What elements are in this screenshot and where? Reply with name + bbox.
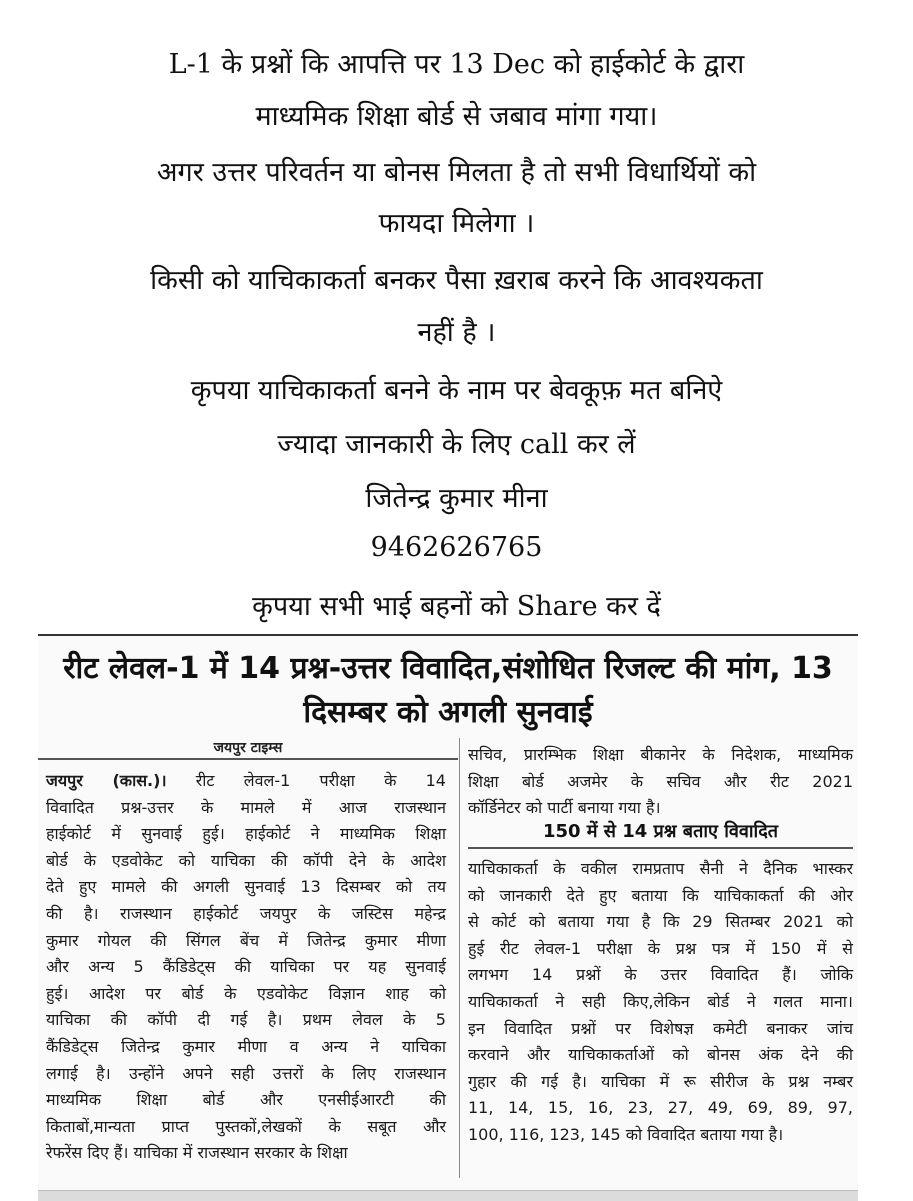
notice-phone-number: 9462626765 — [370, 532, 543, 563]
article-line: विवादित प्रश्न-उत्तर के मामले में आज राजस्थान — [46, 797, 446, 817]
notice-author-name: जितेन्द्र कुमार मीना — [365, 483, 548, 514]
article-line: बोर्ड के एडवोकेट को याचिका की कॉपी देने के आदेश — [46, 850, 446, 870]
article-line: शिक्षा बोर्ड अजमेर के सचिव और रीट 2021 — [468, 771, 853, 791]
notice-line-6: नहीं है । — [417, 317, 496, 348]
article-line: कैंडिडेट्स जितेन्द्र कुमार मीणा व अन्य ने याचिका — [46, 1036, 446, 1056]
article-right-column — [468, 856, 853, 1149]
article-line: किताबों,मान्यता प्राप्त पुस्तकों,लेखकों के सबूत और — [46, 1116, 446, 1136]
clipping-headline-line-2: दिसम्बर को अगली सुनवाई — [303, 695, 593, 730]
article-line: देते हुए मामले की अगली सुनवाई 13 दिसम्बर को तय — [46, 877, 446, 897]
article-line: याचिकाकर्ता के वकील रामप्रताप सैनी ने दैनिक भास्कर — [468, 859, 853, 878]
article-line: माध्यमिक शिक्षा बोर्ड और एनसीईआरटी की — [46, 1090, 446, 1110]
article-right-column-top — [468, 742, 853, 822]
article-line: कुमार गोयल की सिंगल बेंच में जितेन्द्र कुमार मीणा — [46, 930, 446, 950]
article-line: जयपुर (कास.)। रीट लेवल-1 परीक्षा के 14 — [46, 771, 446, 790]
notice-line-1: L-1 के प्रश्नों कि आपत्ति पर 13 Dec को हाईकोर्ट के द्वारा — [168, 49, 745, 80]
article-line: याचिकाकर्ता ने सही किए,लेकिन बोर्ड ने गलत माना। — [468, 991, 853, 1011]
notice-line-3: अगर उत्तर परिवर्तन या बोनस मिलता है तो सभी विधार्थियों को — [156, 157, 757, 188]
article-line: और अन्य 5 कैंडिडेट्स की याचिका पर यह सुनवाई — [46, 957, 446, 977]
article-line: इन विवादित प्रश्नों पर विशेषज्ञ कमेटी बनाकर जांच — [468, 1018, 853, 1038]
article-line: करवाने और याचिकाकर्ताओं को बोनस अंक देने की — [468, 1045, 853, 1065]
article-line: गुहार की गई है। याचिका में रू सीरीज के प्रश्न नम्बर — [468, 1071, 853, 1091]
article-left-column — [46, 768, 446, 1167]
article-line: हुई। आदेश पर बोर्ड के एडवोकेट विज्ञान शाह को — [46, 983, 446, 1003]
article-subheading: 150 में से 14 प्रश्न बताए विवादित — [468, 819, 853, 849]
notice-line-7: कृपया याचिकाकर्ता बनने के नाम पर बेवकूफ़ मत बनिऐ — [190, 375, 723, 406]
article-line: याचिका की कॉपी दी गई है। प्रथम लेवल के 5 — [46, 1010, 446, 1030]
clipping-headline-line-1: रीट लेवल-1 में 14 प्रश्न-उत्तर विवादित,संशोधित रिजल्ट की मांग, 13 — [63, 651, 833, 686]
notice-line-8: ज्यादा जानकारी के लिए call कर लें — [277, 429, 636, 460]
article-dateline: जयपुर (कास.)। — [46, 771, 167, 790]
notice-share-request: कृपया सभी भाई बहनों को Share कर दें — [252, 591, 661, 622]
notice-line-2: माध्यमिक शिक्षा बोर्ड से जबाव मांगा गया। — [255, 101, 658, 132]
newspaper-clipping — [38, 634, 858, 1200]
clipping-top-rule — [38, 634, 858, 636]
byline: जयपुर टाइम्स — [213, 740, 283, 756]
column-divider — [459, 738, 460, 1178]
notice-line-5: किसी को याचिकाकर्ता बनकर पैसा ख़राब करने कि आवश्यकता — [150, 265, 763, 296]
article-line: 11, 14, 15, 16, 23, 27, 49, 69, 89, 97, — [468, 1098, 853, 1118]
article-line: से कोर्ट को बताया गया है कि 29 सितम्बर 2021 को — [468, 912, 853, 932]
article-line: हाईकोर्ट में सुनवाई हुई। हाईकोर्ट ने माध्यमिक शिक्षा — [46, 824, 446, 844]
article-line: हुई रीट लेवल-1 परीक्षा के प्रश्न पत्र में 150 में से — [468, 938, 853, 958]
byline-bar — [38, 738, 458, 760]
article-line: सचिव, प्रारम्भिक शिक्षा बीकानेर के निदेशक, माध्यमिक — [468, 745, 853, 764]
article-line: लगभग 14 प्रश्नों के उत्तर विवादित हैं। जोकि — [468, 965, 853, 985]
notice-line-4: फायदा मिलेगा । — [378, 208, 535, 239]
article-line: लगाई है। उन्होंने अपने सही उत्तरों के लिए राजस्थान — [46, 1063, 446, 1083]
article-line: कॉर्डिनेटर को पार्टी बनाया गया है। — [468, 798, 661, 818]
article-line: 100, 116, 123, 145 को विवादित बताया गया है। — [468, 1124, 784, 1144]
clipping-bottom-cutoff — [38, 1190, 858, 1201]
article-line: रेफरेंस दिए हैं। याचिका में राजस्थान सरकार के शिक्षा — [46, 1143, 348, 1163]
article-line: की है। राजस्थान हाईकोर्ट जयपुर के जस्टिस महेन्द्र — [46, 903, 446, 923]
article-line: को जानकारी देते हुए बताया कि याचिकाकर्ता की ओर — [468, 885, 853, 905]
